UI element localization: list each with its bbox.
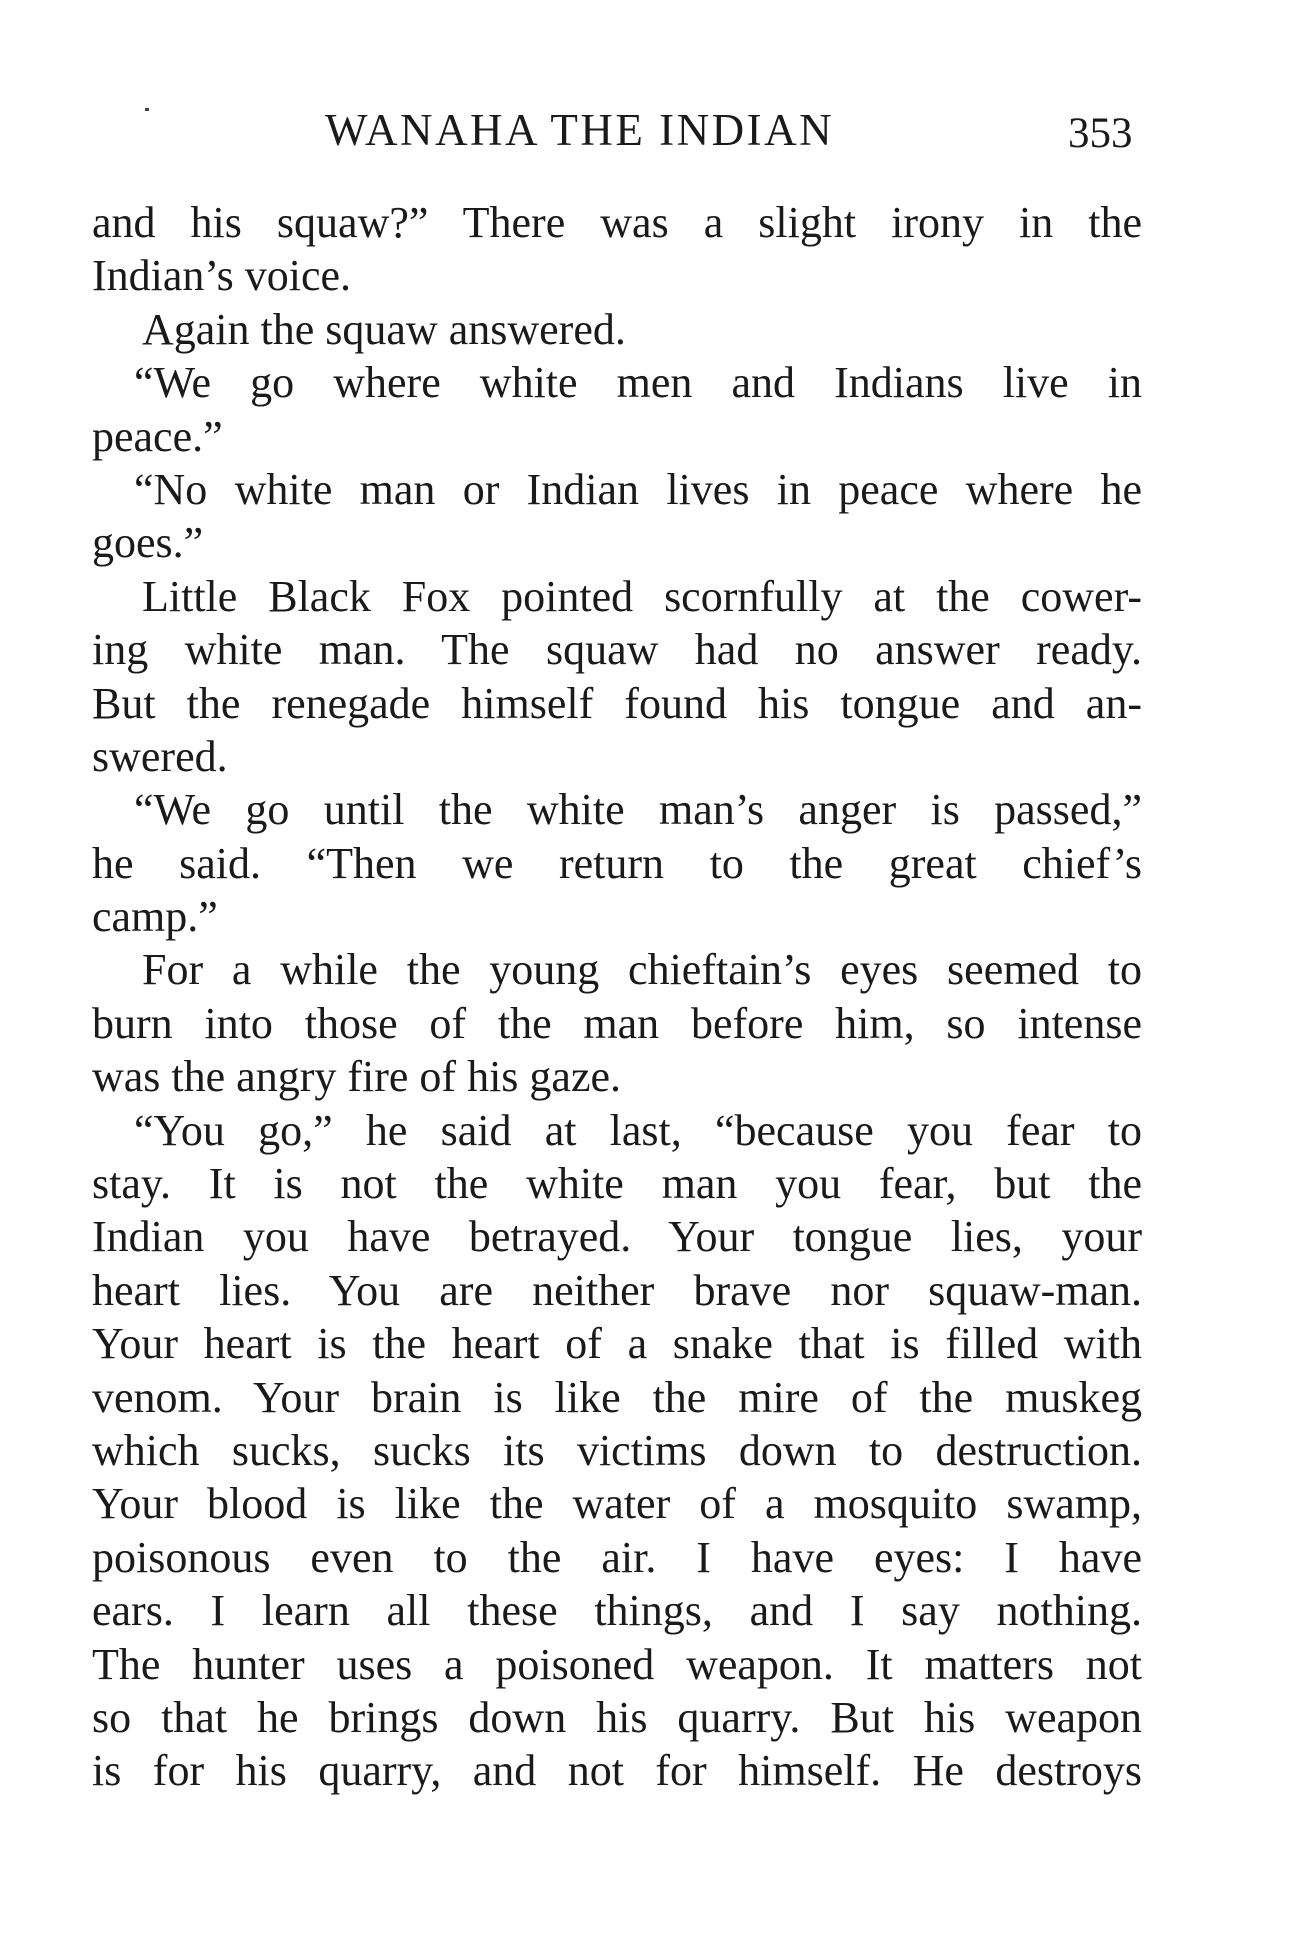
text-line: heart lies. You are neither brave nor squaw-man. [92, 1265, 1142, 1315]
text-line: Indian you have betrayed. Your tongue lies, your [92, 1212, 1142, 1262]
text-line: peace.” [92, 411, 223, 461]
text-line: camp.” [92, 892, 218, 942]
text-line: is for his quarry, and not for himself. He destroys [92, 1746, 1142, 1796]
text-line: For a while the young chieftain’s eyes seemed to [142, 945, 1142, 995]
text-line: The hunter uses a poisoned weapon. It matters not [92, 1639, 1142, 1689]
text-line: swered. [92, 731, 228, 781]
text-line: ing white man. The squaw had no answer ready. [92, 625, 1142, 675]
text-line: Little Black Fox pointed scornfully at the cower- [142, 571, 1142, 621]
text-line: Again the squaw answered. [142, 304, 626, 354]
text-line: Your heart is the heart of a snake that is filled with [92, 1319, 1142, 1369]
text-line: ears. I learn all these things, and I say nothing. [92, 1586, 1142, 1636]
body-text [92, 196, 1142, 1798]
text-line: stay. It is not the white man you fear, but the [92, 1159, 1142, 1209]
text-line: Indian’s voice. [92, 251, 352, 301]
text-line: “We go where white men and Indians live in [134, 358, 1142, 408]
text-line: which sucks, sucks its victims down to destruction. [92, 1425, 1142, 1475]
text-line: poisonous even to the air. I have eyes: I have [92, 1532, 1142, 1582]
text-line: “We go until the white man’s anger is passed,” [134, 785, 1142, 835]
running-title: WANAHA THE INDIAN [325, 105, 835, 155]
text-line: But the renegade himself found his tongue and an- [92, 678, 1142, 728]
text-line: was the angry fire of his gaze. [92, 1052, 622, 1102]
text-line: and his squaw?” There was a slight irony in the [92, 198, 1142, 247]
text-line: burn into those of the man before him, so intense [92, 998, 1142, 1048]
text-line: goes.” [92, 518, 204, 568]
text-line: “You go,” he said at last, “because you fear to [134, 1105, 1142, 1155]
running-head [0, 100, 1289, 160]
text-line: Your blood is like the water of a mosquito swamp, [92, 1479, 1142, 1529]
text-line: venom. Your brain is like the mire of the muskeg [92, 1372, 1142, 1422]
text-line: so that he brings down his quarry. But his weapon [92, 1692, 1142, 1742]
text-line: he said. “Then we return to the great chief’s [92, 838, 1142, 888]
page-number: 353 [1068, 110, 1133, 157]
text-line: “No white man or Indian lives in peace where he [134, 464, 1142, 514]
